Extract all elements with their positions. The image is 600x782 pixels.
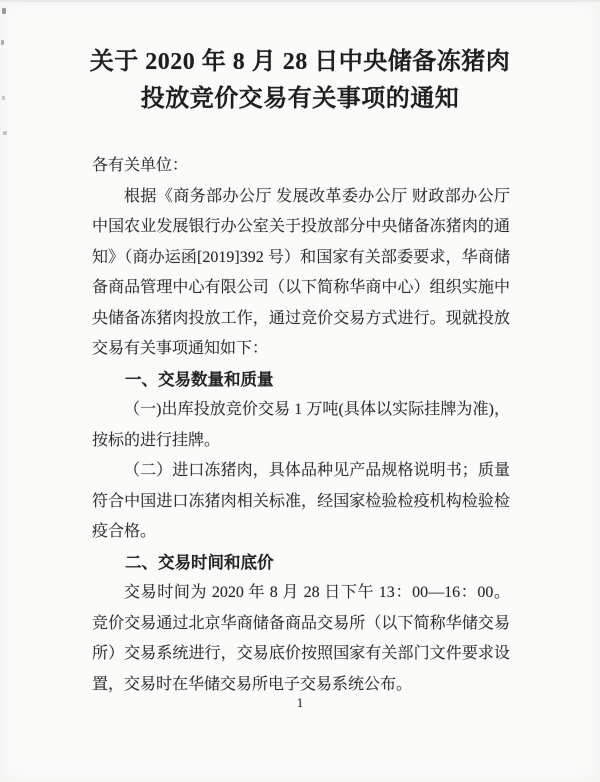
paragraph-quality: （二）进口冻猪肉，具体品种见产品规格说明书；质量符合中国进口冻猪肉相关标准，经国家检验检疫机构检验检疫合格。	[92, 462, 510, 540]
section-1-heading: 一、交易数量和质量	[125, 370, 274, 389]
title-line-2: 投放竞价交易有关事项的通知	[140, 86, 460, 112]
scan-speck	[2, 96, 5, 100]
salutation: 各有关单位：	[92, 157, 189, 174]
scan-speck	[1, 40, 4, 45]
paragraph-basis: 根据《商务部办公厅 发展改革委办公厅 财政部办公厅 中国农业发展银行办公室关于投放部分中央储备冻猪肉的通知》（商办运函[2019]392 号）和国家有关部委要求，华商储备商品管理中心有限公司（以下简称华商中心）组织实施中央储备冻猪肉投放工作，通过竞价交易方式进行。现就投放交易有关事项通知如下：	[92, 187, 510, 357]
paragraph-time-price: 交易时间为 2020 年 8 月 28 日下午 13：00—16：00。竞价交易通过北京华商储备商品交易所（以下简称华储交易所）交易系统进行，交易底价按照国家有关部门文件要求设置，交易时在华储交易所电子交易系统公布。	[92, 584, 510, 693]
scan-edge-shadow	[0, 0, 600, 2]
scan-speck	[2, 8, 6, 14]
scan-speck	[3, 131, 7, 135]
document-title	[55, 44, 545, 118]
section-2-heading: 二、交易时间和底价	[125, 553, 274, 572]
title-line-1: 关于 2020 年 8 月 28 日中央储备冻猪肉	[89, 49, 511, 75]
page-number: 1	[296, 695, 304, 710]
paragraph-quantity: （一)出库投放竞价交易 1 万吨(具体以实际挂牌为准)，按标的进行挂牌。	[92, 401, 510, 449]
document-body	[92, 151, 510, 700]
